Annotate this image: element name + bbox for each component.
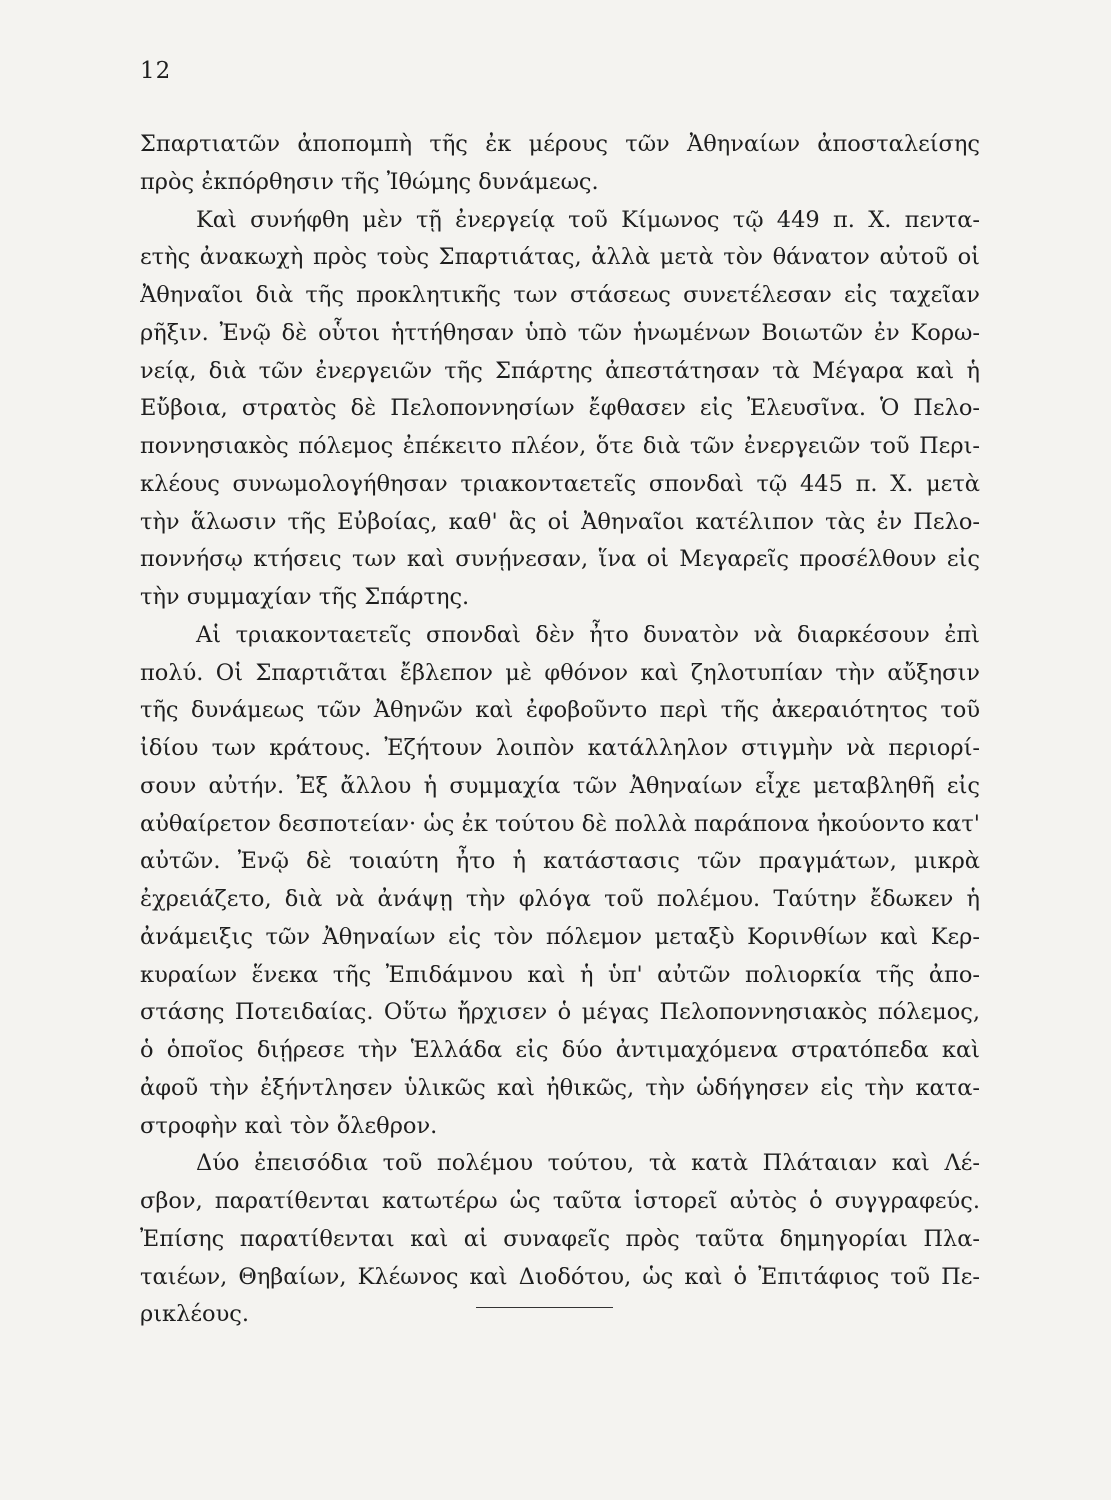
text-line: ἰδίου των κράτους. Ἐζήτουν λοιπὸν κατάλληλον στιγμὴν νὰ περιορί- (140, 735, 980, 761)
text-line: ρικλέους. (140, 1301, 250, 1328)
text-line: ὁ ὁποῖος διῄρεσε τὴν Ἑλλάδα εἰς δύο ἀντιμαχόμενα στρατόπεδα καὶ (140, 1037, 980, 1063)
text-line: ἐχρειάζετο, διὰ νὰ ἀνάψῃ τὴν φλόγα τοῦ πολέμου. Ταύτην ἔδωκεν ἡ (140, 886, 980, 912)
text-line: σουν αὐτήν. Ἐξ ἄλλου ἡ συμμαχία τῶν Ἀθηναίων εἶχε μεταβληθῆ εἰς (140, 772, 980, 799)
paragraph-start-line: Αἱ τριακονταετεῖς σπονδαὶ δὲν ἦτο δυνατὸν νὰ διαρκέσουν ἐπὶ (196, 621, 980, 648)
text-line: στάσης Ποτειδαίας. Οὕτω ἤρχισεν ὁ μέγας Πελοποννησιακὸς πόλεμος, (140, 999, 980, 1026)
text-line: σβον, παρατίθενται κατωτέρω ὡς ταῦτα ἱστορεῖ αὐτὸς ὁ συγγραφεύς. (140, 1188, 980, 1214)
body-text (140, 126, 980, 1334)
text-line: Εὔβοια, στρατὸς δὲ Πελοποννησίων ἔφθασεν εἰς Ἐλευσῖνα. Ὁ Πελο- (140, 395, 980, 422)
text-line: τῆς δυνάμεως τῶν Ἀθηνῶν καὶ ἐφοβοῦντο περὶ τῆς ἀκεραιότητος τοῦ (140, 697, 980, 724)
text-line: κλέους συνωμολογήθησαν τριακονταετεῖς σπονδαὶ τῷ 445 π. Χ. μετὰ (140, 470, 980, 497)
text-line: ποννησιακὸς πόλεμος ἐπέκειτο πλέον, ὅτε διὰ τῶν ἐνεργειῶν τοῦ Περι- (140, 433, 980, 459)
text-line: ἀνάμειξις τῶν Ἀθηναίων εἰς τὸν πόλεμον μεταξὺ Κορινθίων καὶ Κερ- (140, 923, 980, 950)
text-line: ἀφοῦ τὴν ἐξήντλησεν ὑλικῶς καὶ ἠθικῶς, τὴν ὡδήγησεν εἰς τὴν κατα- (140, 1074, 980, 1101)
text-line: Σπαρτιατῶν ἀποπομπὴ τῆς ἐκ μέρους τῶν Ἀθηναίων ἀποσταλείσης (140, 131, 980, 157)
paragraph-start-line: Καὶ συνήφθη μὲν τῇ ἐνεργείᾳ τοῦ Κίμωνος τῷ 449 π. Χ. πεντα- (196, 206, 980, 233)
text-line: πρὸς ἐκπόρθησιν τῆς Ἰθώμης δυνάμεως. (140, 168, 599, 195)
text-line: ρῆξιν. Ἐνῷ δὲ οὗτοι ἡττήθησαν ὑπὸ τῶν ἡνωμένων Βοιωτῶν ἐν Κορω- (140, 319, 980, 346)
text-line: ταιέων, Θηβαίων, Κλέωνος καὶ Διοδότου, ὡς καὶ ὁ Ἐπιτάφιος τοῦ Πε- (140, 1263, 980, 1290)
text-line: αὐθαίρετον δεσποτείαν· ὡς ἐκ τούτου δὲ πολλὰ παράπονα ἠκούοντο κατ' (140, 810, 980, 837)
text-line: τὴν συμμαχίαν τῆς Σπάρτης. (140, 584, 470, 610)
text-line: ποννήσῳ κτήσεις των καὶ συνῄνεσαν, ἵνα οἱ Μεγαρεῖς προσέλθουν εἰς (140, 546, 980, 573)
text-line: τὴν ἅλωσιν τῆς Εὐβοίας, καθ' ἃς οἱ Ἀθηναῖοι κατέλιπον τὰς ἐν Πελο- (140, 508, 980, 535)
text-line: στροφὴν καὶ τὸν ὄλεθρον. (140, 1112, 438, 1139)
text-line: κυραίων ἕνεκα τῆς Ἐπιδάμνου καὶ ἡ ὑπ' αὐτῶν πολιορκία τῆς ἀπο- (140, 961, 980, 988)
text-line: πολύ. Οἱ Σπαρτιᾶται ἔβλεπον μὲ φθόνον καὶ ζηλοτυπίαν τὴν αὔξησιν (140, 659, 980, 686)
text-line: νείᾳ, διὰ τῶν ἐνεργειῶν τῆς Σπάρτης ἀπεστάτησαν τὰ Μέγαρα καὶ ἡ (140, 357, 980, 384)
page-number: 12 (140, 58, 172, 84)
section-separator-rule (476, 1307, 613, 1308)
text-line: ετὴς ἀνακωχὴ πρὸς τοὺς Σπαρτιάτας, ἀλλὰ μετὰ τὸν θάνατον αὐτοῦ οἱ (140, 244, 980, 271)
paragraph-start-line: Δύο ἐπεισόδια τοῦ πολέμου τούτου, τὰ κατὰ Πλάταιαν καὶ Λέ- (196, 1150, 980, 1177)
text-line: Ἐπίσης παρατίθενται καὶ αἱ συναφεῖς πρὸς ταῦτα δημηγορίαι Πλα- (140, 1225, 980, 1252)
text-line: αὐτῶν. Ἐνῷ δὲ τοιαύτη ἦτο ἡ κατάστασις τῶν πραγμάτων, μικρὰ (140, 848, 980, 875)
text-line: Ἀθηναῖοι διὰ τῆς προκλητικῆς των στάσεως συνετέλεσαν εἰς ταχεῖαν (140, 282, 980, 308)
